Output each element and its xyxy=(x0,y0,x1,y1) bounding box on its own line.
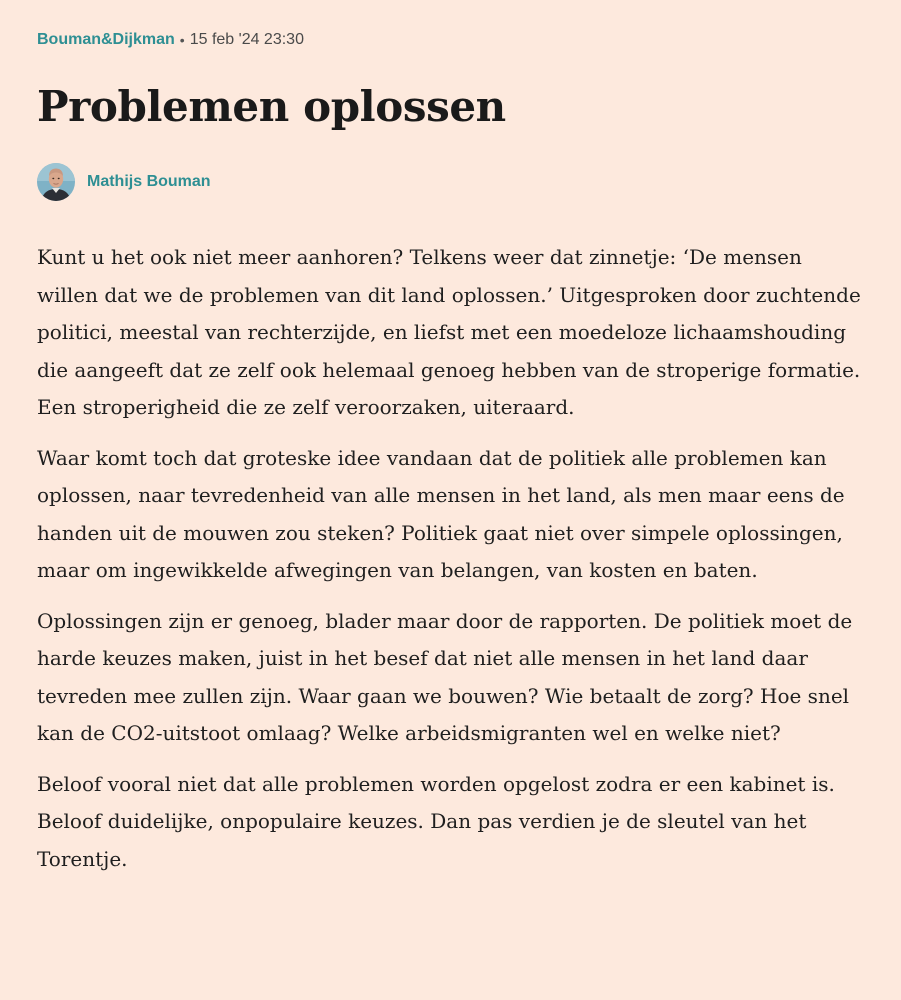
article-paragraph: Beloof vooral niet dat alle problemen worden opgelost zodra er een kabinet is. Beloof duidelijke, onpopulaire keuzes. Dan pas verdien je de sleutel van het Torentje. xyxy=(37,771,835,871)
article-paragraph: Waar komt toch dat groteske idee vandaan dat de politiek alle problemen kan oplossen, naar tevredenheid van alle mensen in het land, als men maar eens de handen uit de mouwen zou steken? Politiek gaat niet over simpele oplossingen, maar om ingewikkelde afwegingen van belangen, van kosten en baten. xyxy=(37,445,845,582)
publish-date: 15 feb '24 23:30 xyxy=(189,31,304,48)
article-body xyxy=(37,239,867,891)
author-avatar[interactable] xyxy=(37,163,75,201)
article-paragraph: Kunt u het ook niet meer aanhoren? Telkens weer dat zinnetje: ‘De mensen willen dat we de problemen van dit land oplossen.’ Uitgesproken door zuchtende politici, meestal van rechterzijde, en liefst met een moedeloze lichaamshouding die aangeeft dat ze zelf ook helemaal genoeg hebben van de stroperige formatie. Een stroperigheid die ze zelf veroorzaken, uiteraard. xyxy=(37,245,861,419)
article-meta xyxy=(37,30,864,50)
author-photo-icon xyxy=(37,163,75,201)
column-link[interactable]: Bouman&Dijkman xyxy=(37,31,175,48)
author-byline[interactable] xyxy=(37,163,211,201)
meta-separator: • xyxy=(179,32,185,48)
article-paragraph: Oplossingen zijn er genoeg, blader maar door de rapporten. De politiek moet de harde keuzes maken, juist in het besef dat niet alle mensen in het land daar tevreden mee zullen zijn. Waar gaan we bouwen? Wie betaalt de zorg? Hoe snel kan de CO2-uitstoot omlaag? Welke arbeidsmigranten wel en welke niet? xyxy=(37,608,853,745)
author-name-link[interactable]: Mathijs Bouman xyxy=(87,173,211,190)
article-title: Problemen oplossen xyxy=(37,82,506,131)
